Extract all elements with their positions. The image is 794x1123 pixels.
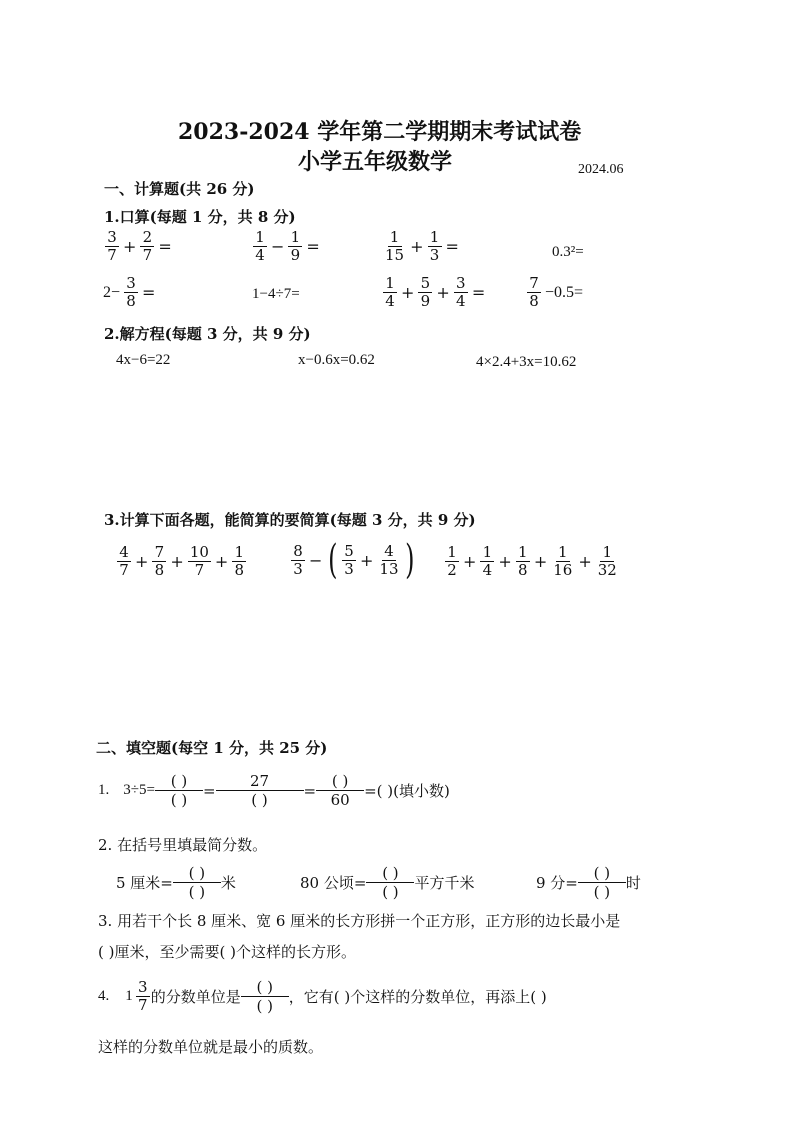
part-1-heading: 1.口算(每题 1 分，共 8 分): [104, 208, 296, 226]
equation-2: x−0.6x=0.62: [298, 352, 375, 368]
calc-q1: $\frac{4}{7}$ + $\frac{7}{8}$ + $\frac{10}{7}$ + $\frac{1}{8}$: [116, 544, 247, 579]
fill-q3-line2: ( )厘米，至少需要( )个这样的长方形。: [98, 943, 356, 961]
equation-1: 4x−6=22: [116, 352, 171, 368]
fill-q2-b: 80 公顷= ( ) ( ) 平方千米: [300, 864, 475, 901]
page-subtitle: 小学五年级数学: [298, 149, 453, 175]
oral-q6: 1−4÷7=: [252, 286, 300, 302]
oral-q5: 2− $\frac{3}{8}$ =: [103, 274, 156, 310]
part-3-heading: 3.计算下面各题，能简算的要简算(每题 3 分，共 9 分): [104, 511, 476, 529]
calc-q2: $\frac{8}{3}$ − ( $\frac{5}{3}$ + $\frac{4}{13}$ ): [290, 540, 417, 580]
oral-q4: 0.3²=: [552, 244, 584, 260]
exam-date: 2024.06: [578, 162, 624, 177]
fill-q2-c: 9 分= ( ) ( ) 时: [536, 864, 641, 901]
oral-q7: $\frac{1}{4}$ + $\frac{5}{9}$ + $\frac{3}{4}$ =: [382, 275, 488, 310]
page-title: 2023-2024 学年第二学期期末考试试卷: [178, 119, 582, 145]
oral-q2: $\frac{1}{4}$ − $\frac{1}{9}$ =: [252, 229, 323, 264]
fill-q1: 1. 3÷5= ( ) ( ) = 27 ( ) = ( ) 60 =( )(填小数): [98, 772, 450, 809]
fill-q2-a: 5 厘米= ( ) ( ) 米: [116, 864, 236, 901]
section-2-heading: 二、填空题(每空 1 分，共 25 分): [96, 739, 328, 757]
fill-q4-line2: 这样的分数单位就是最小的质数。: [98, 1038, 324, 1056]
fill-q2-text: 2. 在括号里填最简分数。: [98, 836, 268, 854]
oral-q1: $\frac{3}{7}$ + $\frac{2}{7}$ =: [104, 229, 175, 264]
section-1-heading: 一、计算题(共 26 分): [104, 180, 255, 198]
fill-q3-line1: 3. 用若干个长 8 厘米、宽 6 厘米的长方形拼一个正方形，正方形的边长最小是: [98, 912, 621, 930]
part-2-heading: 2.解方程(每题 3 分，共 9 分): [104, 325, 311, 343]
oral-q3: $\frac{1}{15}$ + $\frac{1}{3}$ =: [385, 228, 459, 264]
fill-q4-line1: 4. 1 $\frac{3}{7}$ 的分数单位是 ( ) ( ) ，它有( )个这样的分数单位，再添上( ): [98, 978, 547, 1015]
equation-3: 4×2.4+3x=10.62: [476, 354, 577, 370]
calc-q3: $\frac{1}{2}$ + $\frac{1}{4}$ + $\frac{1}{8}$ + $\frac{1}{16}$ + $\frac{1}{32}$: [444, 544, 620, 579]
oral-q8: $\frac{7}{8}$ −0.5=: [526, 275, 586, 310]
